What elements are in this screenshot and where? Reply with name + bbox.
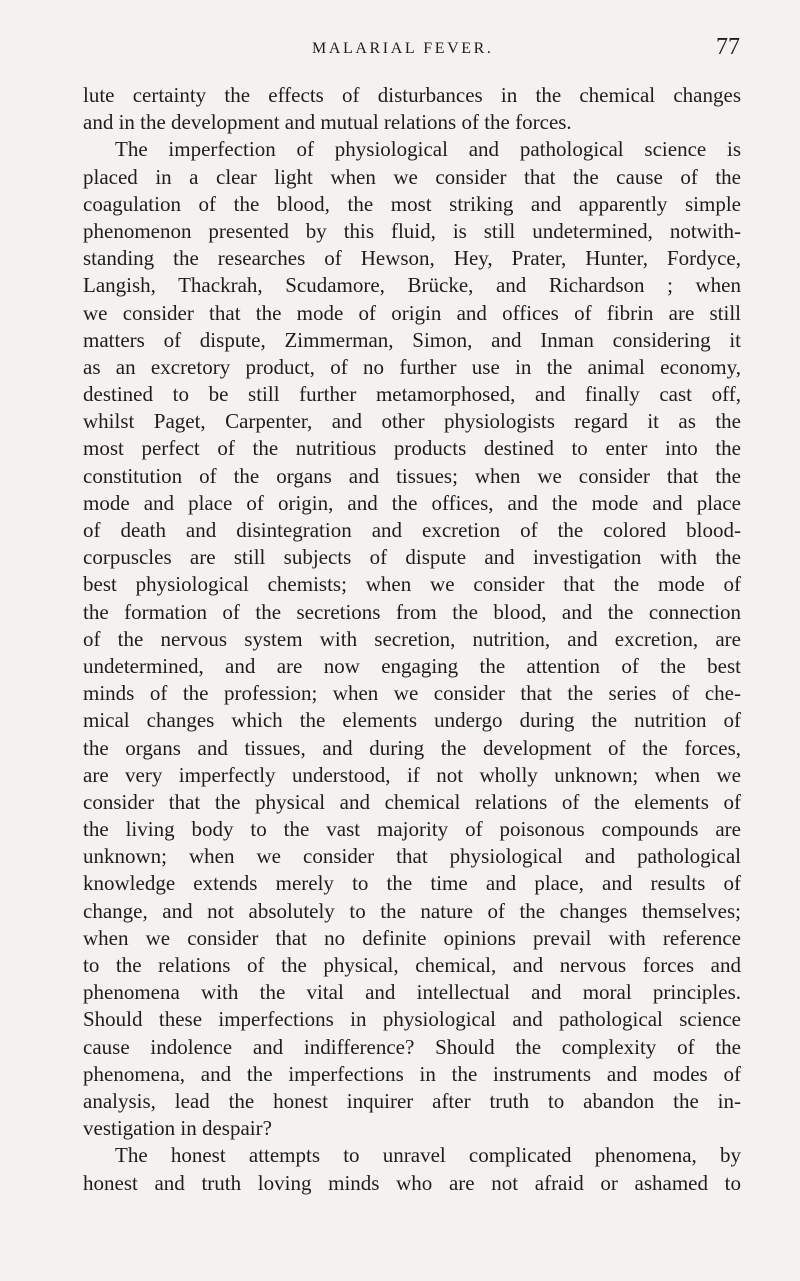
- text-line: constitution of the organs and tissues; when we consider that the: [83, 463, 741, 488]
- text-line: lute certainty the effects of disturbances in the chemical changes: [83, 83, 741, 107]
- text-line: the formation of the secretions from the blood, and the connection: [83, 599, 741, 624]
- text-line: corpuscles are still subjects of dispute and investigation with the: [83, 545, 741, 570]
- text-line: standing the researches of Hewson, Hey, Prater, Hunter, Fordyce,: [83, 246, 741, 271]
- text-line: consider that the physical and chemical relations of the elements of: [83, 789, 741, 814]
- text-line: and in the development and mutual relations of the forces.: [83, 110, 572, 135]
- text-line: Langish, Thackrah, Scudamore, Brücke, and Richardson ; when: [83, 273, 741, 298]
- text-line: of the nervous system with secretion, nutrition, and excretion, are: [83, 626, 741, 651]
- paragraph-start-line: The honest attempts to unravel complicated phenomena, by: [115, 1143, 741, 1168]
- text-line: destined to be still further metamorphosed, and finally cast off,: [83, 382, 741, 407]
- page-number: 77: [716, 34, 740, 60]
- text-line: vestigation in despair?: [83, 1116, 272, 1141]
- running-head: [80, 34, 740, 64]
- text-line: the living body to the vast majority of poisonous compounds are: [83, 817, 741, 842]
- text-line: phenomena with the vital and intellectual and moral principles.: [83, 980, 741, 1005]
- text-line: cause indolence and indifference? Should the complexity of the: [83, 1034, 741, 1059]
- text-line: undetermined, and are now engaging the attention of the best: [83, 653, 741, 678]
- text-line: whilst Paget, Carpenter, and other physiologists regard it as the: [83, 409, 741, 434]
- text-line: change, and not absolutely to the nature of the changes themselves;: [83, 898, 741, 923]
- text-line: honest and truth loving minds who are not afraid or ashamed to: [83, 1170, 741, 1195]
- text-line: phenomenon presented by this fluid, is still undetermined, notwith-: [83, 218, 741, 243]
- body-text: [83, 82, 741, 1197]
- text-line: mical changes which the elements undergo during the nutrition of: [83, 708, 741, 733]
- text-line: when we consider that no definite opinions prevail with reference: [83, 925, 741, 950]
- text-line: mode and place of origin, and the offices, and the mode and place: [83, 490, 741, 515]
- text-line: minds of the profession; when we consider that the series of che-: [83, 681, 741, 706]
- text-line: as an excretory product, of no further use in the animal economy,: [83, 354, 741, 379]
- text-line: matters of dispute, Zimmerman, Simon, and Inman considering it: [83, 327, 741, 352]
- text-line: best physiological chemists; when we consider that the mode of: [83, 572, 741, 597]
- paragraph-start-line: The imperfection of physiological and pathological science is: [115, 137, 741, 162]
- text-line: are very imperfectly understood, if not wholly unknown; when we: [83, 762, 741, 787]
- text-line: of death and disintegration and excretion of the colored blood-: [83, 518, 741, 542]
- text-line: phenomena, and the imperfections in the instruments and modes of: [83, 1061, 741, 1086]
- text-line: analysis, lead the honest inquirer after truth to abandon the in-: [83, 1088, 741, 1113]
- text-line: most perfect of the nutritious products destined to enter into the: [83, 436, 741, 461]
- text-line: Should these imperfections in physiological and pathological science: [83, 1007, 741, 1032]
- text-line: to the relations of the physical, chemical, and nervous forces and: [83, 953, 741, 977]
- text-line: placed in a clear light when we consider that the cause of the: [83, 164, 741, 189]
- text-line: we consider that the mode of origin and offices of fibrin are still: [83, 300, 741, 325]
- text-line: the organs and tissues, and during the development of the forces,: [83, 735, 741, 760]
- text-line: knowledge extends merely to the time and place, and results of: [83, 871, 741, 896]
- text-line: coagulation of the blood, the most striking and apparently simple: [83, 191, 741, 216]
- running-title: MALARIAL FEVER.: [312, 40, 494, 57]
- text-line: unknown; when we consider that physiological and pathological: [83, 844, 741, 869]
